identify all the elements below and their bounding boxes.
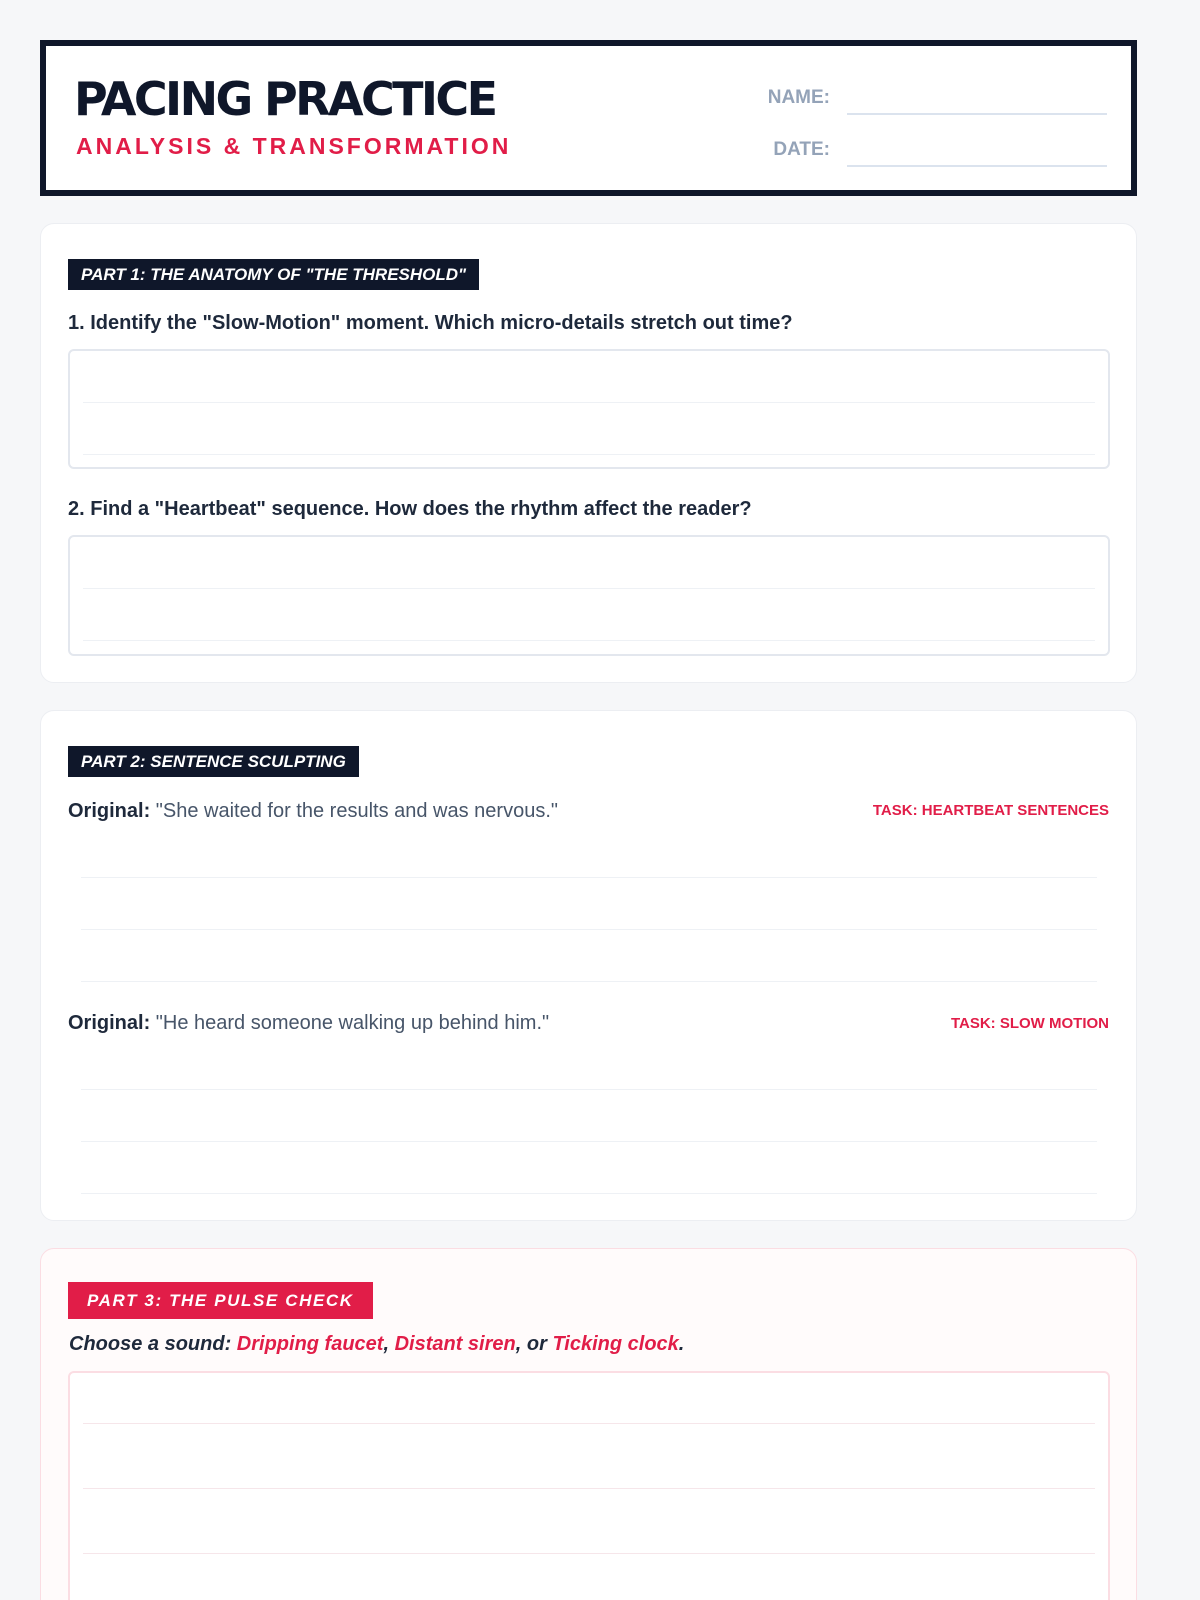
separator: , or xyxy=(515,1333,547,1355)
sentence-end: . xyxy=(678,1333,685,1355)
sound-option-dripping-faucet: Dripping faucet xyxy=(236,1333,384,1355)
writing-line xyxy=(83,588,1095,589)
task-label-2: TASK: SLOW MOTION xyxy=(950,1015,1109,1032)
original-sentence-1 xyxy=(68,801,558,821)
part1-card xyxy=(40,223,1137,683)
sound-option-ticking-clock: Ticking clock xyxy=(552,1333,679,1355)
part1-question-2: 2. Find a "Heartbeat" sequence. How does the rhythm affect the reader? xyxy=(68,498,752,520)
original-text: "He heard someone walking up behind him." xyxy=(155,1012,550,1034)
part3-answer-box[interactable] xyxy=(68,1371,1110,1600)
writing-line xyxy=(83,640,1095,641)
original-label: Original: xyxy=(68,1012,151,1034)
part1-question-1: 1. Identify the "Slow-Motion" moment. Which micro-details stretch out time? xyxy=(68,312,793,334)
sound-prompt-label: Choose a sound: xyxy=(69,1333,232,1355)
part1-answer-box-2[interactable] xyxy=(68,535,1110,656)
part2-card xyxy=(40,710,1137,1221)
original-text: "She waited for the results and was nervous." xyxy=(155,800,558,822)
worksheet-header xyxy=(40,40,1137,196)
original-sentence-2 xyxy=(68,1013,549,1033)
writing-line xyxy=(83,1423,1095,1424)
name-field[interactable] xyxy=(847,113,1107,115)
writing-line xyxy=(83,454,1095,455)
date-field[interactable] xyxy=(847,165,1107,167)
writing-line[interactable] xyxy=(81,1089,1097,1090)
part1-answer-box-1[interactable] xyxy=(68,349,1110,469)
date-label: DATE: xyxy=(773,139,830,160)
writing-line[interactable] xyxy=(81,929,1097,930)
writing-line xyxy=(83,402,1095,403)
part3-card xyxy=(40,1248,1137,1600)
writing-line[interactable] xyxy=(81,981,1097,982)
writing-line xyxy=(83,1488,1095,1489)
sound-prompt xyxy=(69,1334,684,1354)
task-label-1: TASK: HEARTBEAT SENTENCES xyxy=(872,802,1109,819)
writing-line[interactable] xyxy=(81,877,1097,878)
writing-line[interactable] xyxy=(81,1141,1097,1142)
original-label: Original: xyxy=(68,800,151,822)
sound-option-distant-siren: Distant siren xyxy=(394,1333,516,1355)
writing-line xyxy=(83,1553,1095,1554)
writing-line[interactable] xyxy=(81,1193,1097,1194)
separator: , xyxy=(383,1333,390,1355)
page-subtitle: ANALYSIS & TRANSFORMATION xyxy=(76,133,512,159)
part3-badge: PART 3: THE PULSE CHECK xyxy=(68,1282,373,1319)
page-title: PACING PRACTICE xyxy=(74,72,496,126)
name-label: NAME: xyxy=(767,87,830,108)
part2-badge: PART 2: SENTENCE SCULPTING xyxy=(68,746,359,777)
part1-badge: PART 1: THE ANATOMY OF "THE THRESHOLD" xyxy=(68,259,479,290)
